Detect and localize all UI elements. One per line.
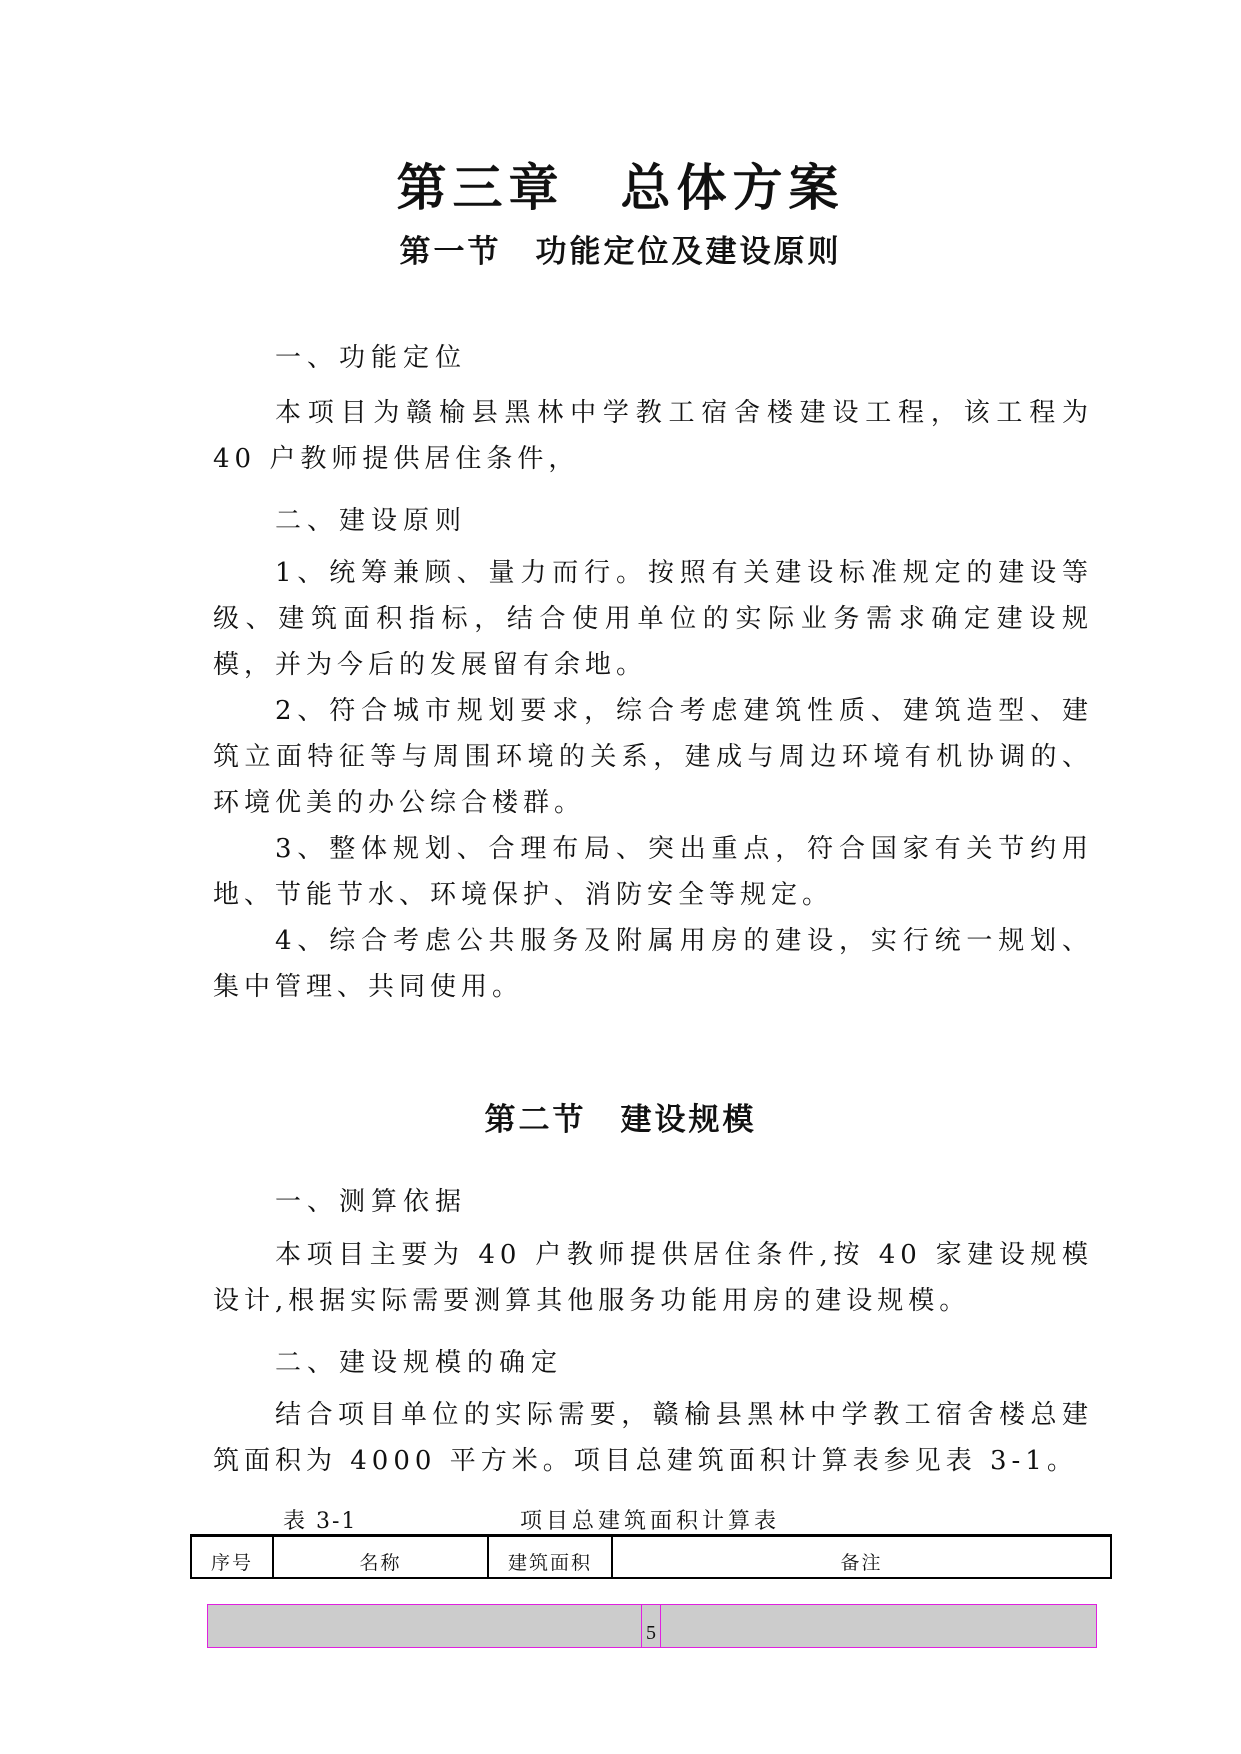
principle-3: 3、整体规划、合理布局、突出重点，符合国家有关节约用地、节能节水、环境保护、消防安全等规定。 (213, 834, 1093, 910)
table-header-cell: 名称 (273, 1536, 488, 1579)
table-header-row (191, 1536, 1111, 1579)
area-calculation-table (190, 1534, 1112, 1579)
principle-2: 2、符合城市规划要求，综合考虑建筑性质、建筑造型、建筑立面特征等与周围环境的关系，建成与周边环境有机协调的、环境优美的办公综合楼群。 (213, 696, 1093, 818)
principle-1: 1、统筹兼顾、量力而行。按照有关建设标准规定的建设等级、建筑面积指标，结合使用单位的实际业务需求确定建设规模，并为今后的发展留有余地。 (213, 558, 1093, 680)
heading-calculation-basis: 一、测算依据 (275, 1187, 468, 1217)
page-number: 5 (641, 1604, 661, 1648)
paragraph-calculation-basis: 本项目主要为 40 户教师提供居住条件,按 40 家建设规模设计,根据实际需要测算其他服务功能用房的建设规模。 (213, 1240, 1093, 1316)
principle-4: 4、综合考虑公共服务及附属用房的建设，实行统一规划、集中管理、共同使用。 (213, 926, 1093, 1002)
heading-construction-principles: 二、建设原则 (275, 506, 468, 536)
heading-function-positioning: 一、功能定位 (275, 343, 468, 373)
chapter-title: 第三章 总体方案 (396, 159, 845, 217)
table-header-cell: 备注 (612, 1536, 1111, 1579)
table-header-cell: 序号 (191, 1536, 273, 1579)
table-header-cell: 建筑面积 (488, 1536, 612, 1579)
section-title-1: 第一节 功能定位及建设原则 (399, 234, 842, 270)
heading-scale-determination: 二、建设规模的确定 (275, 1348, 564, 1378)
table-caption: 项目总建筑面积计算表 (520, 1509, 781, 1534)
paragraph-function-positioning: 本项目为赣榆县黑林中学教工宿舍楼建设工程，该工程为 40 户教师提供居住条件， (213, 398, 1093, 474)
paragraph-scale-determination: 结合项目单位的实际需要，赣榆县黑林中学教工宿舍楼总建筑面积为 4000 平方米。项目总建筑面积计算表参见表 3-1。 (213, 1400, 1093, 1476)
table-number: 表 3-1 (283, 1509, 358, 1534)
section-title-2: 第二节 建设规模 (484, 1102, 757, 1138)
